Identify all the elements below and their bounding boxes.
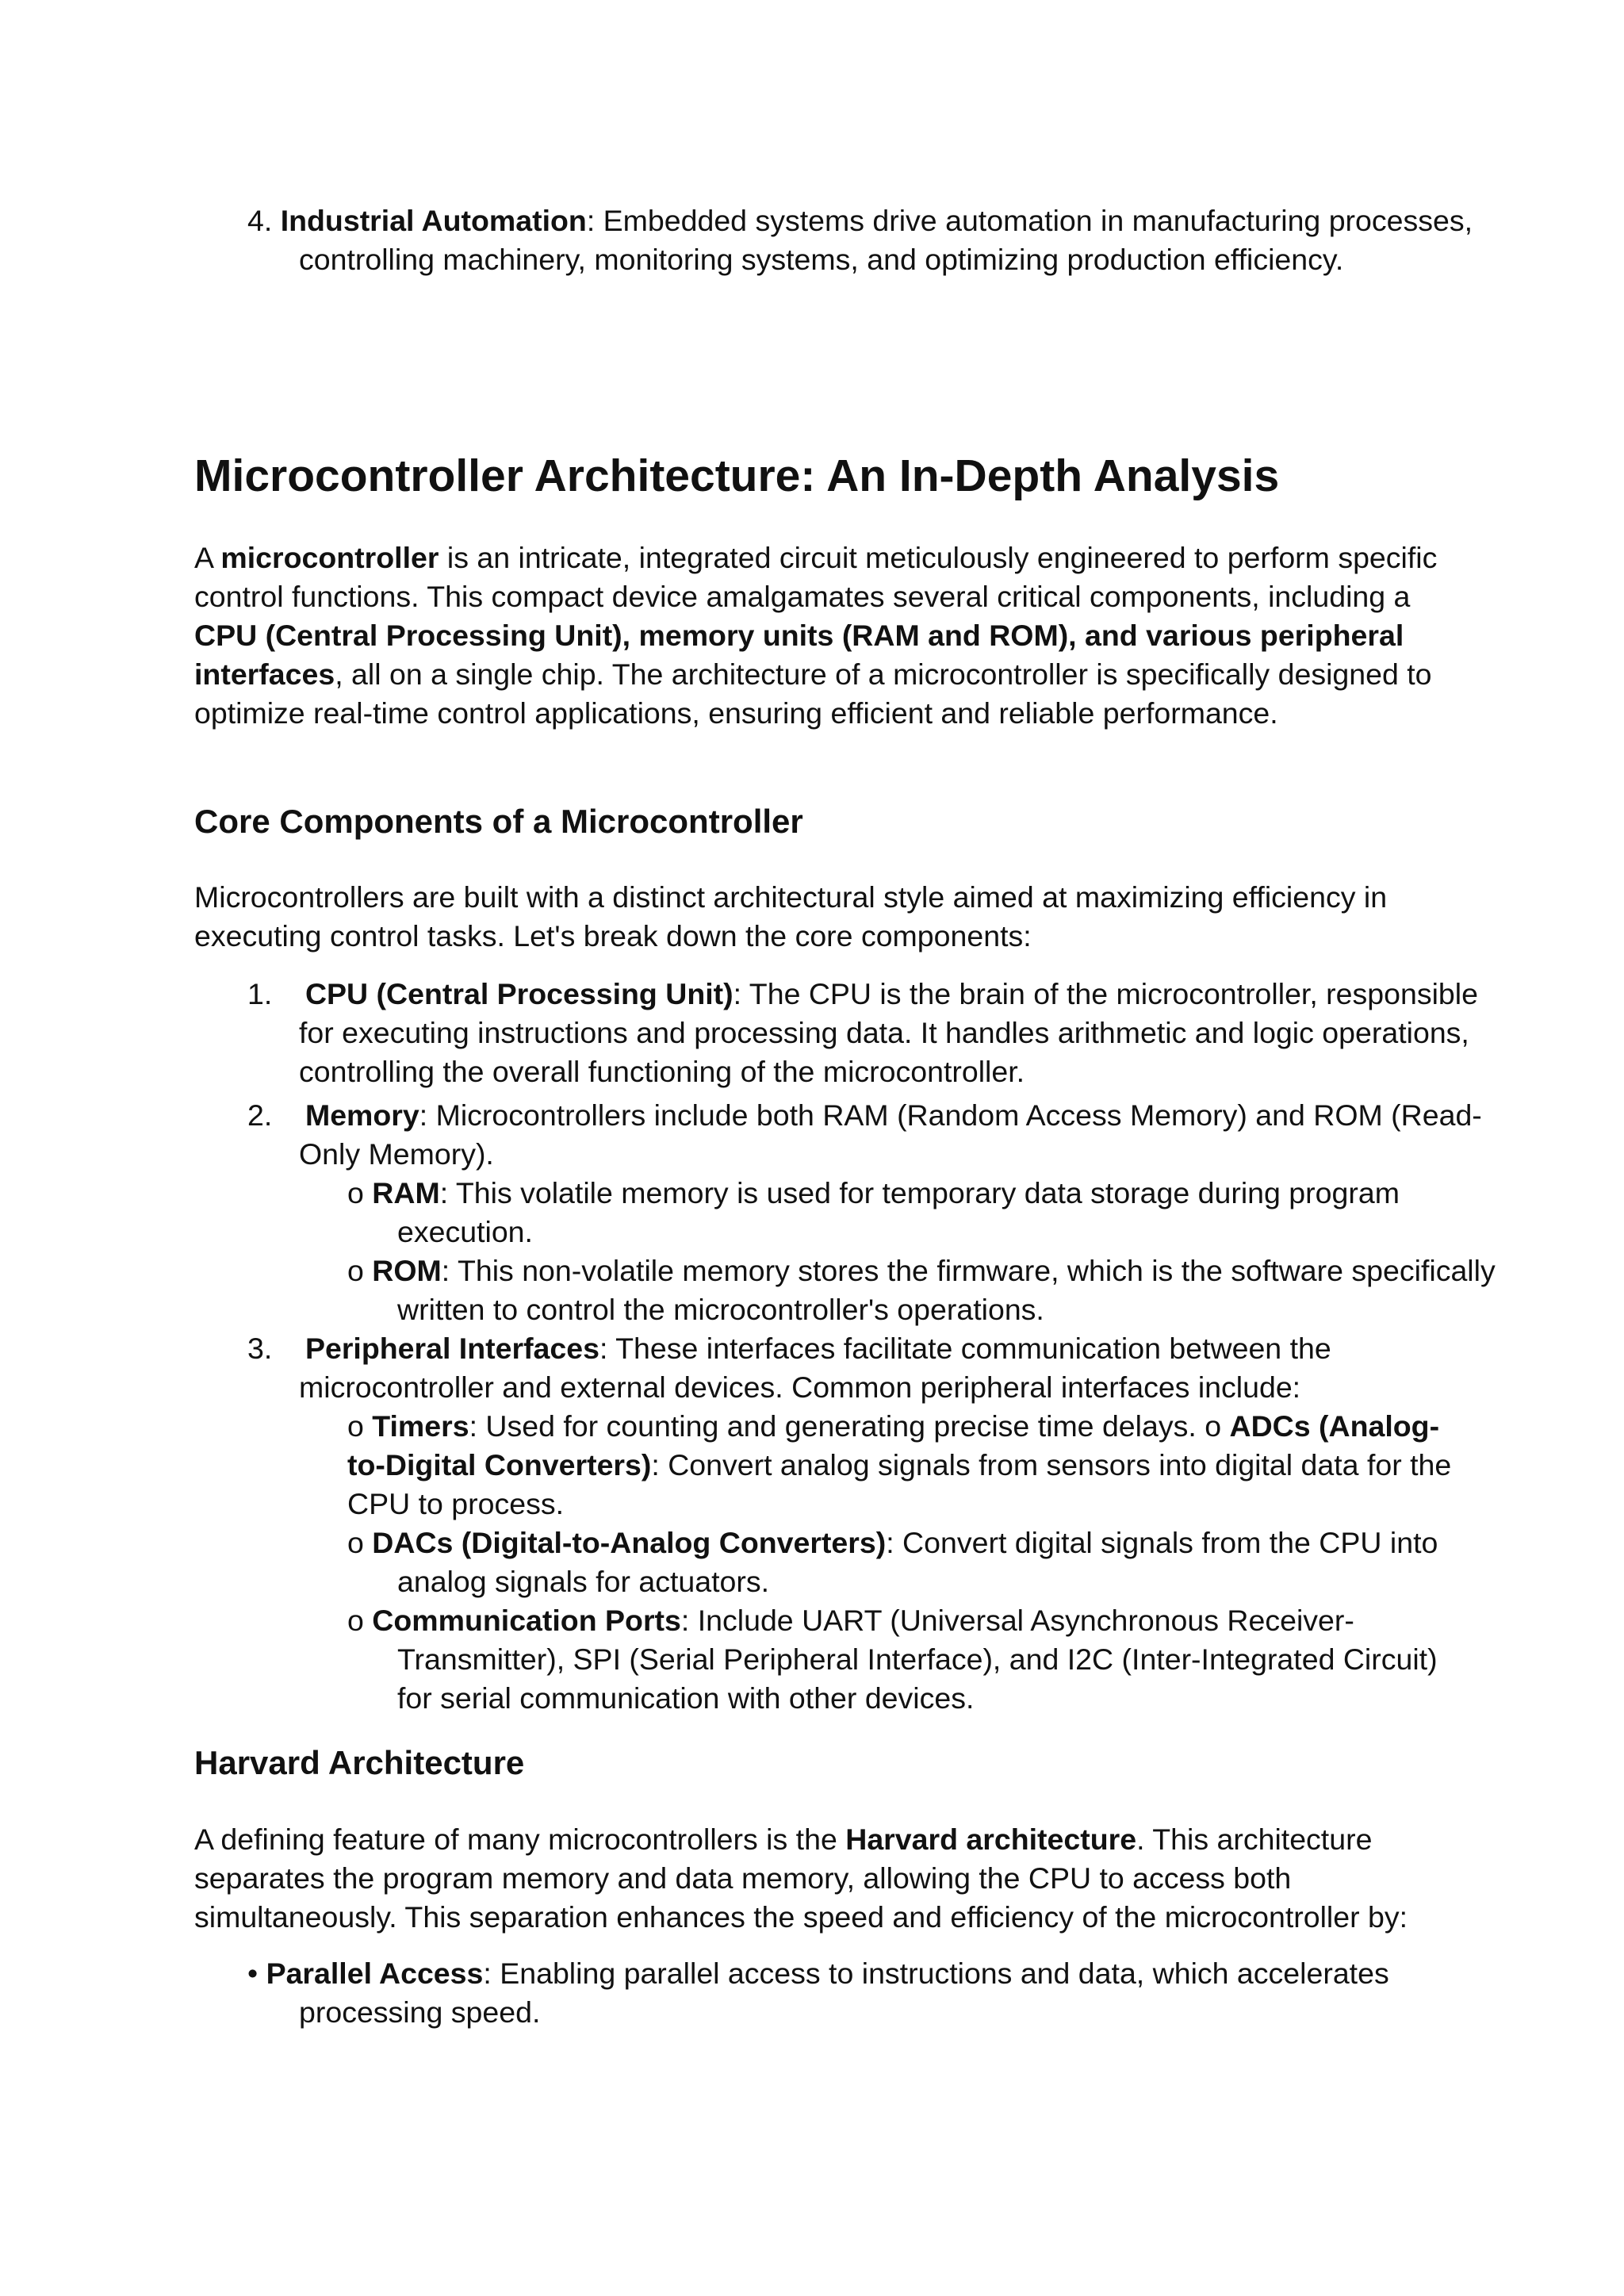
bold-components: CPU (Central Processing Unit), memory units (RAM and ROM), and various peripheral interfaces xyxy=(194,619,1404,691)
sub-item-dacs xyxy=(347,1524,1507,1601)
list-number: 4. xyxy=(247,204,273,237)
list-item-title: Memory xyxy=(304,1098,419,1132)
harvard-heading: Harvard Architecture xyxy=(194,1744,525,1781)
sub-marker: o xyxy=(347,1409,364,1443)
sub-item-rom xyxy=(347,1251,1507,1329)
list-item-industrial-automation xyxy=(247,201,1480,279)
list-item-text: : Embedded systems drive automation in manufacturing processes, controlling machinery, monitoring systems, and optimizing production efficiency. xyxy=(299,204,1473,276)
list-number: 1. xyxy=(247,977,273,1010)
sub-item-title: Communication Ports xyxy=(372,1604,681,1637)
list-item-text: : The CPU is the brain of the microcontroller, responsible for executing instructions and processing data. It handles arithmetic and logic operations, controlling the overall functioning of the microcontroller. xyxy=(299,977,1478,1088)
main-heading: Microcontroller Architecture: An In-Depth Analysis xyxy=(194,450,1280,501)
core-intro-paragraph: Microcontrollers are built with a distinct architectural style aimed at maximizing efficiency in executing control tasks. Let's break down the core components: xyxy=(194,880,1388,953)
sub-item-text-timers: : Used for counting and generating precise time delays. xyxy=(469,1409,1205,1443)
bullet-title: Parallel Access xyxy=(266,1957,484,1990)
intro-paragraph: A microcontroller is an intricate, integrated circuit meticulously engineered to perform specific control functions. This compact device amalgamates several critical components, including a CPU (Central Processing Unit), memory units (RAM and ROM), and various peripheral interfaces, all on a single chip. The architecture of a microcontroller is specifically designed to optimize real-time control applications, ensuring efficient and reliable performance. xyxy=(194,541,1438,730)
sub-item-title-timers: Timers xyxy=(372,1409,469,1443)
list-item-title: Industrial Automation xyxy=(280,204,587,237)
list-item-title: CPU (Central Processing Unit) xyxy=(304,977,733,1010)
sub-item-text: : This volatile memory is used for temporary data storage during program execution. xyxy=(397,1176,1400,1248)
sub-item-timers-adcs xyxy=(347,1407,1457,1524)
list-number: 3. xyxy=(247,1332,273,1365)
core-components-heading: Core Components of a Microcontroller xyxy=(194,803,803,840)
sub-marker: o xyxy=(347,1526,364,1559)
sub-item-title-adcs: ADCs (Analog-to-Digital Converters) xyxy=(347,1409,1440,1481)
sub-item-text-adcs: : Convert analog signals from sensors into digital data for the CPU to process. xyxy=(347,1448,1452,1520)
sub-marker: o xyxy=(347,1254,364,1287)
sub-marker: o xyxy=(1205,1409,1222,1443)
bullet-item-parallel-access xyxy=(247,1954,1488,2032)
list-item-text: : These interfaces facilitate communication between the microcontroller and external devices. Common peripheral interfaces include: xyxy=(299,1332,1331,1404)
sub-marker: o xyxy=(347,1604,364,1637)
list-item-title: Peripheral Interfaces xyxy=(304,1332,599,1365)
sub-item-text: : This non-volatile memory stores the firmware, which is the software specifically written to control the microcontroller's operations. xyxy=(397,1254,1496,1326)
bullet-text: : Enabling parallel access to instructions and data, which accelerates processing speed. xyxy=(299,1957,1389,2029)
bold-harvard-architecture: Harvard architecture xyxy=(845,1823,1137,1856)
sub-item-ram xyxy=(347,1174,1507,1251)
sub-item-title: ROM xyxy=(372,1254,442,1287)
sub-item-title: DACs (Digital-to-Analog Converters) xyxy=(372,1526,887,1559)
list-number: 2. xyxy=(247,1098,273,1132)
list-item-peripheral-interfaces xyxy=(247,1329,1496,1407)
bullet-icon: • xyxy=(247,1957,259,1990)
sub-item-text: : Convert digital signals from the CPU into analog signals for actuators. xyxy=(397,1526,1438,1598)
sub-item-communication-ports xyxy=(347,1601,1452,1718)
sub-item-text: : Include UART (Universal Asynchronous Receiver-Transmitter), SPI (Serial Peripheral Interface), and I2C (Inter-Integrated Circuit) for serial communication with other devices. xyxy=(397,1604,1438,1715)
list-item-text: : Microcontrollers include both RAM (Random Access Memory) and ROM (Read-Only Memory). xyxy=(299,1098,1482,1171)
sub-marker: o xyxy=(347,1176,364,1209)
sub-item-title: RAM xyxy=(372,1176,440,1209)
list-item-cpu xyxy=(247,975,1496,1091)
bold-microcontroller: microcontroller xyxy=(220,541,439,574)
list-item-memory xyxy=(247,1096,1496,1174)
harvard-paragraph: A defining feature of many microcontrollers is the Harvard architecture. This architecture separates the program memory and data memory, allowing the CPU to access both simultaneously. This separation enhances the speed and efficiency of the microcontroller by: xyxy=(194,1823,1408,1934)
